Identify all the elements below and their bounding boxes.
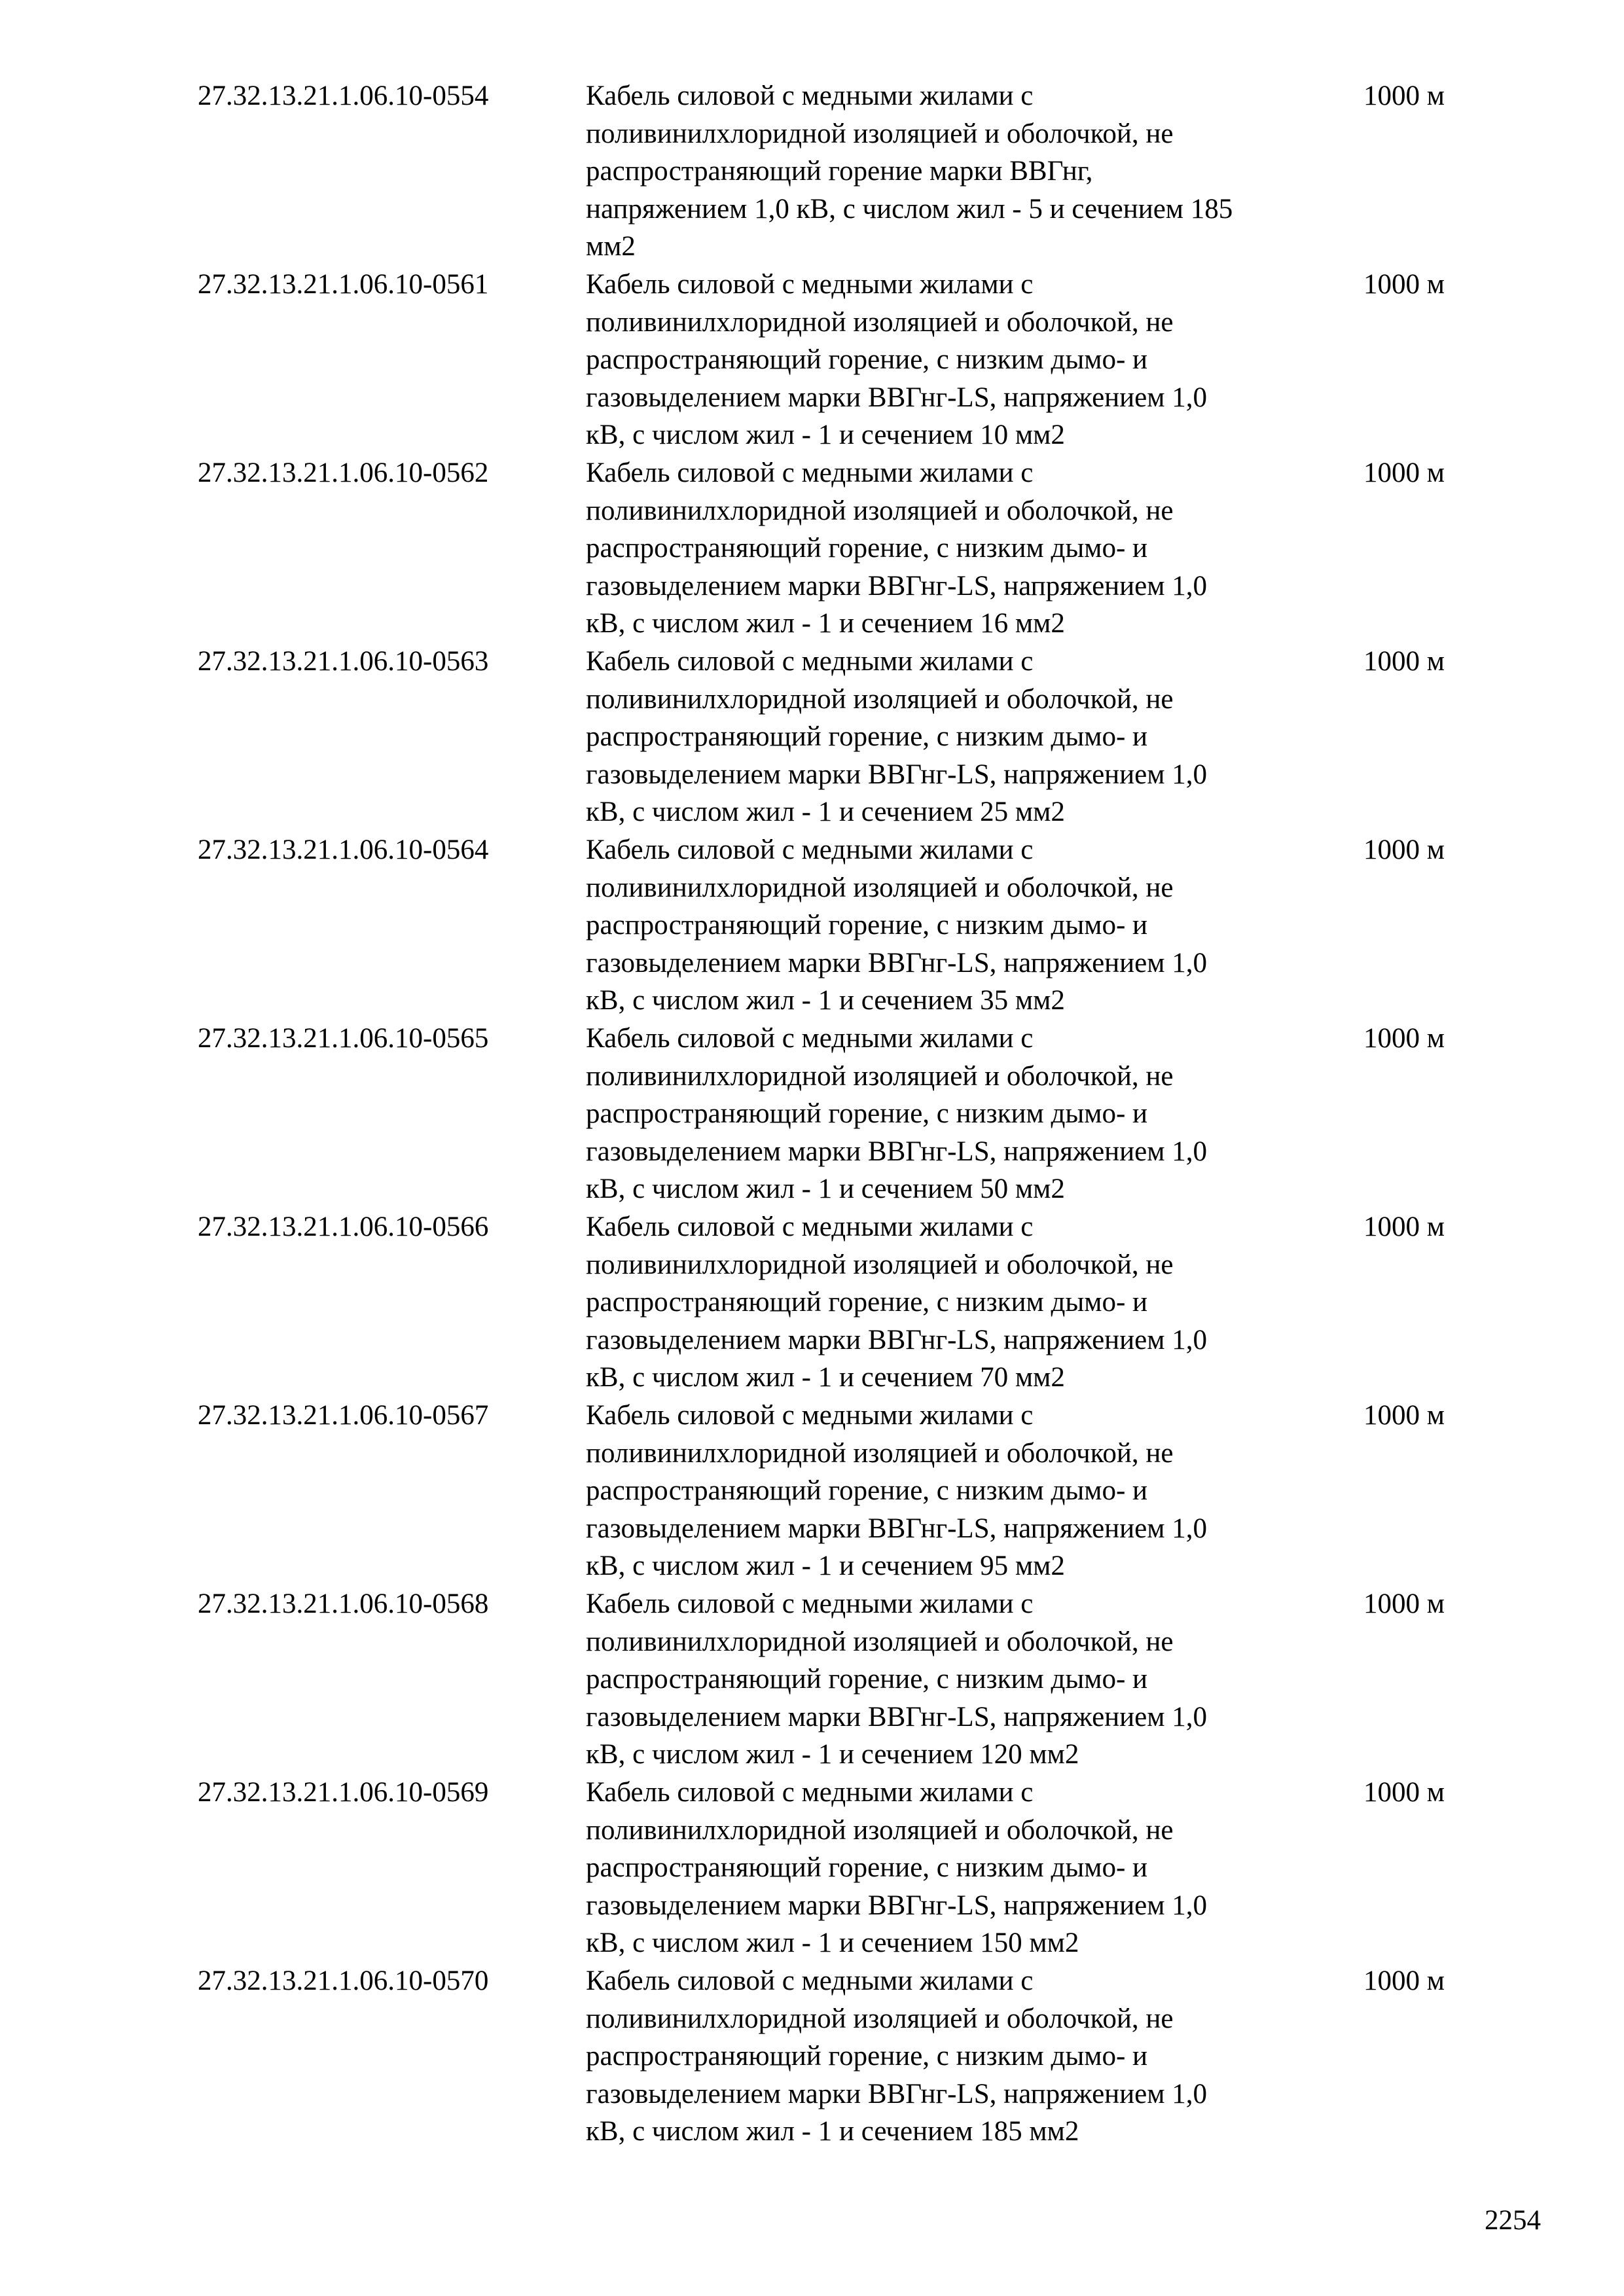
entry-description: [586, 1020, 1358, 1208]
description-line: кВ, с числом жил - 1 и сечением 185 мм2: [586, 2116, 1079, 2147]
description-line: кВ, с числом жил - 1 и сечением 16 мм2: [586, 608, 1065, 639]
description-line: поливинилхлоридной изоляцией и оболочкой, не: [586, 1060, 1174, 1092]
list-item: [0, 1774, 1624, 1962]
entry-code: 27.32.13.21.1.06.10-0569: [198, 1777, 489, 1808]
entry-code: 27.32.13.21.1.06.10-0554: [198, 81, 489, 111]
description-line: поливинилхлоридной изоляцией и оболочкой, не: [586, 495, 1174, 526]
description-line: газовыделением марки ВВГнг-LS, напряжением 1,0: [586, 2078, 1207, 2109]
entry-unit: 1000 м: [1363, 1588, 1445, 1619]
description-line: газовыделением марки ВВГнг-LS, напряжением 1,0: [586, 570, 1207, 601]
description-line: Кабель силовой с медными жилами с: [586, 81, 1034, 111]
entry-code: 27.32.13.21.1.06.10-0567: [198, 1400, 489, 1431]
entry-code: 27.32.13.21.1.06.10-0562: [198, 457, 489, 488]
entry-unit: 1000 м: [1363, 1400, 1445, 1431]
entry-description: [586, 266, 1358, 454]
entry-unit: 1000 м: [1363, 457, 1445, 488]
description-line: распространяющий горение, с низким дымо- и: [586, 2041, 1148, 2072]
description-line: поливинилхлоридной изоляцией и оболочкой, не: [586, 306, 1174, 338]
description-line: кВ, с числом жил - 1 и сечением 10 мм2: [586, 420, 1065, 450]
entry-code: 27.32.13.21.1.06.10-0565: [198, 1023, 489, 1054]
description-line: кВ, с числом жил - 1 и сечением 50 мм2: [586, 1174, 1065, 1204]
description-line: кВ, с числом жил - 1 и сечением 95 мм2: [586, 1551, 1065, 1581]
description-line: напряжением 1,0 кВ, с числом жил - 5 и сечением 185: [586, 193, 1233, 224]
description-line: кВ, с числом жил - 1 и сечением 25 мм2: [586, 797, 1065, 827]
entry-description: [586, 1585, 1358, 1774]
description-line: поливинилхлоридной изоляцией и оболочкой, не: [586, 2003, 1174, 2034]
entry-description: [586, 1397, 1358, 1585]
description-line: распространяющий горение, с низким дымо- и: [586, 344, 1148, 375]
description-line: газовыделением марки ВВГнг-LS, напряжением 1,0: [586, 1136, 1207, 1167]
list-item: [0, 1020, 1624, 1208]
list-item: [0, 1397, 1624, 1585]
entry-unit: 1000 м: [1363, 1211, 1445, 1242]
page-number: 2254: [1485, 2205, 1541, 2236]
entry-unit: 1000 м: [1363, 1023, 1445, 1054]
description-line: кВ, с числом жил - 1 и сечением 120 мм2: [586, 1739, 1079, 1770]
description-line: поливинилхлоридной изоляцией и оболочкой, не: [586, 1626, 1174, 1657]
description-line: газовыделением марки ВВГнг-LS, напряжением 1,0: [586, 1513, 1207, 1544]
entry-unit: 1000 м: [1363, 646, 1445, 677]
description-line: газовыделением марки ВВГнг-LS, напряжением 1,0: [586, 1701, 1207, 1732]
description-line: распространяющий горение, с низким дымо- и: [586, 1664, 1148, 1695]
list-item: [0, 77, 1624, 266]
description-line: поливинилхлоридной изоляцией и оболочкой, не: [586, 1814, 1174, 1846]
entry-code: 27.32.13.21.1.06.10-0570: [198, 1965, 489, 1996]
description-line: газовыделением марки ВВГнг-LS, напряжением 1,0: [586, 382, 1207, 413]
description-line: распространяющий горение марки ВВГнг,: [586, 156, 1093, 187]
description-line: поливинилхлоридной изоляцией и оболочкой, не: [586, 118, 1174, 149]
entry-description: [586, 77, 1358, 266]
description-line: распространяющий горение, с низким дымо- и: [586, 1287, 1148, 1318]
description-line: поливинилхлоридной изоляцией и оболочкой, не: [586, 683, 1174, 715]
entry-description: [586, 1208, 1358, 1397]
description-line: распространяющий горение, с низким дымо- и: [586, 533, 1148, 564]
entry-unit: 1000 м: [1363, 834, 1445, 865]
entry-unit: 1000 м: [1363, 269, 1445, 300]
list-item: [0, 831, 1624, 1020]
description-line: газовыделением марки ВВГнг-LS, напряжением 1,0: [586, 759, 1207, 790]
entry-code: 27.32.13.21.1.06.10-0564: [198, 834, 489, 865]
description-line: распространяющий горение, с низким дымо- и: [586, 721, 1148, 752]
description-line: поливинилхлоридной изоляцией и оболочкой, не: [586, 872, 1174, 903]
description-line: Кабель силовой с медными жилами с: [586, 1400, 1034, 1431]
entry-description: [586, 454, 1358, 643]
list-item: [0, 643, 1624, 831]
list-item: [0, 1208, 1624, 1397]
description-line: поливинилхлоридной изоляцией и оболочкой, не: [586, 1437, 1174, 1469]
list-item: [0, 266, 1624, 454]
description-line: распространяющий горение, с низким дымо- и: [586, 910, 1148, 941]
description-line: газовыделением марки ВВГнг-LS, напряжением 1,0: [586, 1324, 1207, 1355]
list-item: [0, 1962, 1624, 2151]
entry-code: 27.32.13.21.1.06.10-0566: [198, 1211, 489, 1242]
list-item: [0, 454, 1624, 643]
list-item: [0, 1585, 1624, 1774]
description-line: мм2: [586, 231, 636, 262]
description-line: кВ, с числом жил - 1 и сечением 70 мм2: [586, 1362, 1065, 1393]
description-line: распространяющий горение, с низким дымо- и: [586, 1852, 1148, 1883]
entry-code: 27.32.13.21.1.06.10-0561: [198, 269, 489, 300]
description-line: Кабель силовой с медными жилами с: [586, 269, 1034, 300]
entry-unit: 1000 м: [1363, 1965, 1445, 1996]
description-line: Кабель силовой с медными жилами с: [586, 1777, 1034, 1808]
description-line: распространяющий горение, с низким дымо- и: [586, 1098, 1148, 1129]
entries-list: [0, 77, 1624, 2151]
description-line: кВ, с числом жил - 1 и сечением 150 мм2: [586, 1928, 1079, 1958]
entry-unit: 1000 м: [1363, 1777, 1445, 1808]
description-line: газовыделением марки ВВГнг-LS, напряжением 1,0: [586, 947, 1207, 978]
description-line: Кабель силовой с медными жилами с: [586, 646, 1034, 677]
description-line: Кабель силовой с медными жилами с: [586, 1588, 1034, 1619]
description-line: газовыделением марки ВВГнг-LS, напряжением 1,0: [586, 1890, 1207, 1921]
description-line: кВ, с числом жил - 1 и сечением 35 мм2: [586, 985, 1065, 1016]
entry-description: [586, 1962, 1358, 2151]
description-line: Кабель силовой с медными жилами с: [586, 834, 1034, 865]
description-line: поливинилхлоридной изоляцией и оболочкой, не: [586, 1249, 1174, 1280]
entry-unit: 1000 м: [1363, 81, 1445, 111]
entry-description: [586, 643, 1358, 831]
description-line: Кабель силовой с медными жилами с: [586, 1965, 1034, 1996]
description-line: распространяющий горение, с низким дымо- и: [586, 1475, 1148, 1506]
entry-description: [586, 1774, 1358, 1962]
entry-code: 27.32.13.21.1.06.10-0568: [198, 1588, 489, 1619]
entry-code: 27.32.13.21.1.06.10-0563: [198, 646, 489, 677]
description-line: Кабель силовой с медными жилами с: [586, 1023, 1034, 1054]
description-line: Кабель силовой с медными жилами с: [586, 1211, 1034, 1242]
entry-description: [586, 831, 1358, 1020]
description-line: Кабель силовой с медными жилами с: [586, 457, 1034, 488]
